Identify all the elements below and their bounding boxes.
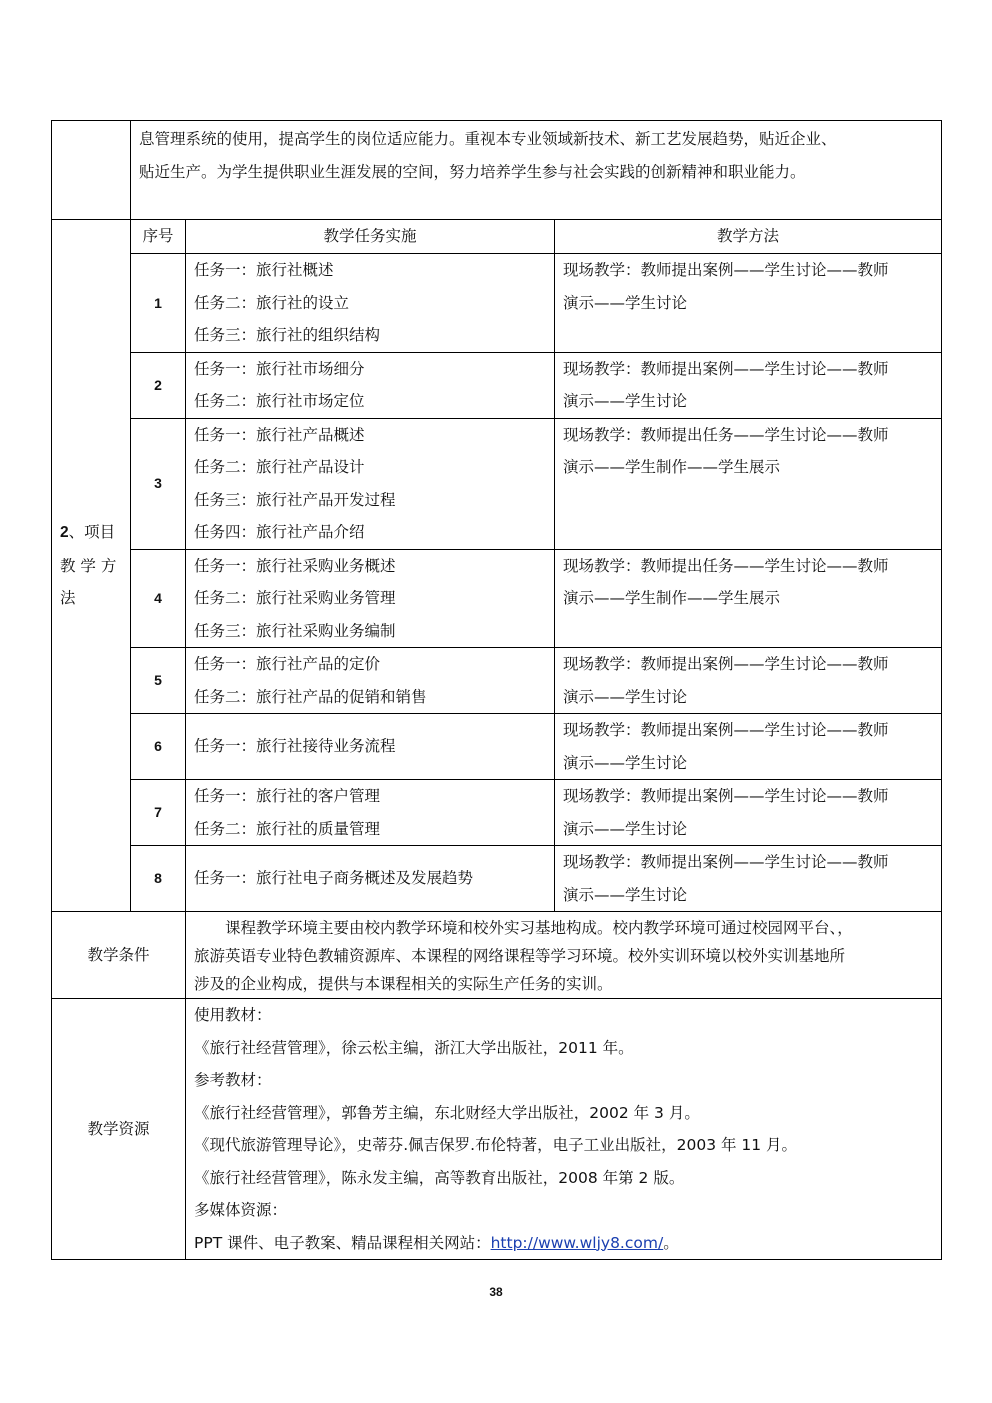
method-line: 现场教学：教师提出案例——学生讨论——教师: [563, 655, 889, 673]
resource-website-link[interactable]: http://www.wljy8.com/: [490, 1233, 664, 1252]
task-list: [186, 780, 555, 846]
task-item: 任务一：旅行社的客户管理: [194, 787, 381, 805]
task-seq: 8: [131, 846, 186, 912]
task-item: 任务一：旅行社概述: [194, 261, 334, 279]
page-number: 38: [489, 1285, 503, 1299]
task-item: 任务二：旅行社采购业务管理: [194, 589, 396, 607]
method-line: 演示——学生讨论: [563, 392, 688, 410]
method-line: 演示——学生讨论: [563, 293, 688, 312]
method-line: 现场教学：教师提出案例——学生讨论——教师: [563, 359, 889, 378]
method-line: 现场教学：教师提出案例——学生讨论——教师: [563, 261, 889, 279]
task-method: [555, 549, 942, 648]
method-line: 演示——学生制作——学生展示: [563, 589, 781, 607]
task-row: [52, 846, 942, 912]
method-line: 演示——学生讨论: [563, 885, 688, 904]
task-list: [186, 648, 555, 714]
task-method: [555, 714, 942, 780]
method-line: 现场教学：教师提出案例——学生讨论——教师: [563, 721, 889, 739]
resources-text: [186, 999, 942, 1260]
task-item: 任务二：旅行社产品的促销和销售: [194, 687, 427, 706]
task-item: 任务一：旅行社接待业务流程: [194, 737, 396, 756]
task-list: [186, 549, 555, 648]
method-line: 演示——学生讨论: [563, 687, 688, 706]
task-item: 任务二：旅行社市场定位: [194, 392, 365, 410]
task-item: 任务三：旅行社采购业务编制: [194, 621, 396, 640]
resources-label: 教学资源: [52, 999, 186, 1260]
conditions-line: 旅游英语专业特色教辅资源库、本课程的网络课程等学习环境。校外实训环境以校外实训基地所: [194, 947, 846, 965]
section2-label-num: 2: [60, 524, 69, 542]
conditions-label: 教学条件: [52, 912, 186, 999]
method-line: 现场教学：教师提出案例——学生讨论——教师: [563, 853, 889, 871]
task-seq: 3: [131, 418, 186, 549]
task-seq: 1: [131, 254, 186, 353]
task-list: [186, 846, 555, 912]
method-line: 现场教学：教师提出任务——学生讨论——教师: [563, 425, 889, 444]
task-list: [186, 418, 555, 549]
task-row: [52, 352, 942, 418]
resources-row: [52, 999, 942, 1260]
task-item: 任务一：旅行社电子商务概述及发展趋势: [194, 869, 474, 888]
task-seq: 4: [131, 549, 186, 648]
task-seq: 2: [131, 352, 186, 418]
conditions-row: [52, 912, 942, 999]
task-method: [555, 254, 942, 353]
method-line: 演示——学生讨论: [563, 819, 688, 838]
task-seq: 7: [131, 780, 186, 846]
task-item: 任务四：旅行社产品介绍: [194, 523, 365, 541]
task-item: 任务三：旅行社产品开发过程: [194, 490, 396, 509]
course-table: [51, 120, 942, 1260]
conditions-text: [186, 912, 942, 999]
task-seq: 6: [131, 714, 186, 780]
task-row: [52, 549, 942, 648]
resources-line: 《旅行社经营管理》，郭鲁芳主编，东北财经大学出版社，2002 年 3 月。: [194, 1103, 700, 1122]
intro-label-cell: [52, 121, 131, 220]
header-seq: 序号: [131, 220, 186, 254]
intro-line: 贴近生产。为学生提供职业生涯发展的空间，努力培养学生参与社会实践的创新精神和职业能力。: [139, 162, 806, 181]
method-line: 现场教学：教师提出案例——学生讨论——教师: [563, 787, 889, 805]
task-row: [52, 254, 942, 353]
resources-line-web: [194, 1227, 933, 1260]
section2-label-line2: 教 学 方: [60, 556, 117, 575]
resources-line: 使用教材：: [194, 1006, 272, 1024]
resources-line: 多媒体资源：: [194, 1201, 288, 1219]
task-item: 任务二：旅行社的设立: [194, 293, 350, 312]
task-method: [555, 418, 942, 549]
conditions-line: 课程教学环境主要由校内教学环境和校外实习基地构成。校内教学环境可通过校园网平台、，: [225, 919, 853, 937]
intro-row: [52, 121, 942, 220]
task-row: [52, 418, 942, 549]
method-line: 演示——学生讨论: [563, 753, 688, 772]
conditions-line: 涉及的企业构成，提供与本课程相关的实际生产任务的实训。: [194, 975, 613, 993]
header-method: 教学方法: [555, 220, 942, 254]
resources-web-prefix: PPT 课件、电子教案、精品课程相关网站：: [194, 1233, 491, 1252]
section2-label-line1: 、项目: [68, 523, 116, 542]
task-method: [555, 780, 942, 846]
intro-text-cell: [131, 121, 942, 220]
method-line: 演示——学生制作——学生展示: [563, 458, 781, 476]
intro-line: 息管理系统的使用，提高学生的岗位适应能力。重视本专业领域新技术、新工艺发展趋势，贴近企业、: [139, 130, 837, 148]
section2-label-line3: 法: [60, 589, 76, 608]
task-item: 任务一：旅行社产品概述: [194, 425, 365, 444]
method-line: 现场教学：教师提出任务——学生讨论——教师: [563, 556, 889, 575]
task-row: [52, 648, 942, 714]
task-item: 任务二：旅行社的质量管理: [194, 819, 381, 838]
task-item: 任务一：旅行社市场细分: [194, 359, 365, 378]
task-row: [52, 714, 942, 780]
resources-web-suffix: 。: [663, 1233, 679, 1252]
section2-label: [52, 220, 131, 912]
resources-line: 《现代旅游管理导论》，史蒂芬.佩吉保罗.布伦特著，电子工业出版社，2003 年 11 月。: [194, 1136, 798, 1154]
task-list: [186, 254, 555, 353]
task-item: 任务一：旅行社采购业务概述: [194, 556, 396, 575]
task-item: 任务二：旅行社产品设计: [194, 458, 365, 476]
header-tasks: 教学任务实施: [186, 220, 555, 254]
task-row: [52, 780, 942, 846]
resources-line: 《旅行社经营管理》，徐云松主编，浙江大学出版社，2011 年。: [194, 1038, 634, 1057]
resources-line: 参考教材：: [194, 1071, 272, 1089]
task-method: [555, 648, 942, 714]
task-list: [186, 714, 555, 780]
section2-header-row: [52, 220, 942, 254]
task-method: [555, 352, 942, 418]
task-method: [555, 846, 942, 912]
task-seq: 5: [131, 648, 186, 714]
task-item: 任务一：旅行社产品的定价: [194, 655, 381, 673]
resources-line: 《旅行社经营管理》，陈永发主编，高等教育出版社，2008 年第 2 版。: [194, 1168, 685, 1187]
task-item: 任务三：旅行社的组织结构: [194, 326, 381, 344]
task-list: [186, 352, 555, 418]
